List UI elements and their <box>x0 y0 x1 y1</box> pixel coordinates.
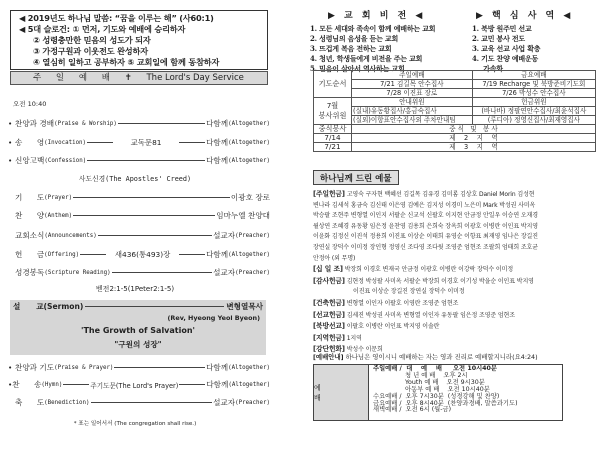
donor-line <box>313 189 597 201</box>
donor-line <box>313 298 597 310</box>
order-item-en: (Prayer) <box>44 194 73 201</box>
order-item-en: (Praise & Worship) <box>54 120 117 127</box>
donor-line <box>313 222 597 233</box>
core-ministry <box>472 8 597 74</box>
order-item <box>8 192 270 203</box>
scripture-reference: 벧전2:1-5(1Peter2:1-5) <box>95 285 175 293</box>
order-item-en: (Invocation) <box>44 139 87 146</box>
order-item <box>8 155 270 166</box>
leader-line <box>73 197 230 198</box>
leader-line <box>179 384 205 385</box>
order-item <box>8 267 270 278</box>
bullet-marker: • <box>8 138 13 147</box>
donor-line <box>313 201 597 212</box>
volunteers-label <box>314 98 352 125</box>
sermon-label: 설 교 <box>13 302 44 311</box>
worship-time-line: 아동부 예 배 오전 10시40분 <box>373 385 490 393</box>
bullet-marker: • <box>8 156 13 165</box>
sunday-prayer-2: 7/28 이진표 장로 <box>352 89 473 98</box>
worship-time-line: Youth 예 배 오전 9시30분 <box>373 378 485 386</box>
offering-2: (루디아) 정영신집사/최재영집사 <box>472 116 595 125</box>
order-item-detail: 교독문81 <box>130 138 162 147</box>
mission-item: 4. 기도 찬양 예배운동 <box>472 54 539 63</box>
donor-names: 1지역 <box>344 334 362 342</box>
order-item-en: (Scripture Reading) <box>44 269 111 276</box>
slogan-4-5: ④ 열심히 일하고 공부하자 ⑤ 교회일에 함께 동참하자 <box>33 57 220 67</box>
order-item-leader-en: (Preacher) <box>235 232 270 239</box>
vision-item: 3. 뜨겁게 복음 전하는 교회 <box>310 44 392 53</box>
order-item <box>8 379 270 390</box>
service-time: 오전 10:40 <box>13 100 47 108</box>
mission-title: ▶ 핵 심 사 역 ◀ <box>476 11 574 21</box>
order-item-name: 신앙고백 <box>15 156 45 165</box>
order-item-name: 헌 금 <box>15 250 45 259</box>
order-item-name: 찬양과 기도 <box>15 363 55 372</box>
leader-line <box>63 384 89 385</box>
donor-names: 이팔호 이병란 이인표 박지영 이솔란 <box>344 323 440 331</box>
donor-line <box>313 310 597 322</box>
order-item-leader: 설교자 <box>213 268 236 277</box>
offerings-title: 하나님께 드린 예물 <box>313 170 399 185</box>
order-item-leader-en: (Altogether) <box>228 139 270 146</box>
offering-category: [감사헌금] <box>313 276 345 285</box>
mission-item: 3. 교육 선교 사업 확충 <box>472 44 541 53</box>
meal-value: 제 2 지 역 <box>352 134 596 143</box>
order-item-name: 성경봉독 <box>15 268 45 277</box>
offering-category: [지역헌금] <box>313 333 345 342</box>
order-item-en: (Offering) <box>44 251 80 258</box>
donor-names: 변나라 김세석 홍금숙 김신태 이은영 김예은 김지성 이경미 노은미 Mark 박성권 사미옥 <box>313 201 536 209</box>
donor-line <box>313 232 597 243</box>
donor-names: 김세진 박성권 사미옥 변형열 이인자 유동팔 임은정 조영준 엄현조 <box>344 311 515 319</box>
order-item-en: (Announcements) <box>44 232 97 239</box>
guide-1: (실내)유동황집사/홍금숙집사 <box>352 107 473 116</box>
church-vision <box>310 8 470 74</box>
order-item-name: 송 영 <box>15 138 45 147</box>
year-motto: ◀ 2019년도 하나님 말씀: “꿈을 이루는 해” (사60:1) <box>19 13 214 23</box>
order-item-leader: 다함께 <box>206 156 229 165</box>
service-title-bar <box>10 71 268 85</box>
order-item-name: 교회소식 <box>15 231 45 240</box>
prayer-order-label: 기도순서 <box>314 71 352 98</box>
vision-item: 2. 성령님의 음성을 듣는 교회 <box>310 34 399 43</box>
worship-time-line: 새벽예배 / 오전 6시 (월-금) <box>373 406 452 414</box>
leader-line <box>114 367 205 368</box>
order-item-name: 찬 양 <box>15 211 45 220</box>
donor-line <box>313 264 597 276</box>
donor-line <box>313 243 597 254</box>
leader-line <box>91 402 213 403</box>
leader-line <box>73 215 215 216</box>
donor-line <box>313 276 597 288</box>
order-item-leader: 다함께 <box>206 138 229 147</box>
order-item-en: (Hymn) <box>41 381 63 388</box>
sermon-label-en: (Sermon) <box>43 302 84 311</box>
service-title-ko: 주 일 예 배 <box>33 73 116 83</box>
vision-item: 4. 청년, 학생들에게 비전을 주는 교회 <box>310 54 423 63</box>
donor-names: 박승팔 조현주 변형열 이인지 서팔순 신교석 신팔호 이지현 안금정 안일우 이승연 오재경 <box>313 212 538 220</box>
order-item-en: (Confession) <box>44 157 87 164</box>
offering-category: [주일헌금] <box>313 190 345 198</box>
friday-header: 금요예배 <box>472 71 595 80</box>
vision-item: 1. 모든 세대와 족속이 함께 예배하는 교회 <box>310 24 436 33</box>
order-item-name: 찬양과 경배 <box>15 119 55 128</box>
offering-category: [건축헌금] <box>313 298 345 307</box>
friday-prayer-1: 7/19 Recharge 및 북방준비기도회 <box>472 80 595 89</box>
order-item-detail: 새436(통493)장 <box>114 250 171 259</box>
donor-names: 고영숙 구자현 백혜선 김길목 김유경 김미롬 김상호 Daniel Morin 김성현 <box>344 191 535 198</box>
donor-line <box>313 321 597 333</box>
service-title-en: The Lord's Day Service <box>146 73 244 83</box>
donor-names: 장연실 장덕수 이미정 장인형 정영신 조다영 조다윗 조영준 엄현조 조팔희 엄태희 조호균 <box>313 243 538 251</box>
order-item-name: 찬 송 <box>12 380 42 389</box>
offering-header: 헌금위원 <box>472 98 595 107</box>
order-item-en: (Praise & Prayer) <box>54 364 114 371</box>
order-item-leader-en: (Preacher) <box>235 399 270 406</box>
leader-line <box>118 123 205 124</box>
month-label: 7월 <box>326 101 339 110</box>
leader-line <box>179 142 205 143</box>
order-item-leader: 다함께 <box>206 250 229 259</box>
order-item-leader: 다함께 <box>206 363 229 372</box>
sermon-title-en: 'The Growth of Salvation' <box>81 326 195 335</box>
donor-line <box>313 211 597 222</box>
donor-line <box>313 254 597 265</box>
order-item-leader-en: (Altogether) <box>228 120 270 127</box>
vision-item: 5. 믿음이 살아서 역사하는 교회 <box>310 64 405 73</box>
slogan-3: ③ 가정구원과 이웃전도 완성하자 <box>33 46 148 56</box>
order-item-leader-en: (Altogether) <box>228 251 270 258</box>
leader-line <box>87 142 113 143</box>
cross-icon: ✝ <box>124 73 132 83</box>
order-item-leader-en: (Altogether) <box>228 364 270 371</box>
donor-names: 안정아 (외 무명) <box>313 254 356 262</box>
meal-header: 중 식 및 봉 사 <box>352 125 596 134</box>
donor-names: 박성수 이문희 <box>344 346 383 354</box>
bullet-marker: • <box>8 363 13 372</box>
meal-date: 7/21 <box>314 143 352 152</box>
meal-date: 7/14 <box>314 134 352 143</box>
meal-value: 제 3 지 역 <box>352 143 596 152</box>
order-item-leader: 설교자 <box>213 398 236 407</box>
sunday-header: 주일예배 <box>352 71 473 80</box>
worship-time-line: 청 년 예 배 오후 2시 <box>373 371 468 379</box>
mission-item: 가속화 <box>472 64 503 73</box>
order-item-name: 기 도 <box>15 193 45 202</box>
offering-category: [십 일 조] <box>313 265 343 274</box>
offering-1: (바나바) 정팔연안수집사/최윤석집사 <box>472 107 595 116</box>
worship-time-line: 수요예배 / 오후 7시30분 (성경강해 및 찬양) <box>373 392 500 400</box>
friday-prayer-2: 7/26 박성수 안수집사 <box>472 89 595 98</box>
order-item <box>8 137 270 148</box>
donor-line <box>313 287 597 298</box>
donor-names: 변형열 이인자 이팔호 이영란 조영준 엄현조 <box>344 299 459 307</box>
prayer-service-table <box>313 70 596 152</box>
order-item <box>8 118 270 129</box>
donor-names: 김현정 박성팔 사미옥 서팔순 박장희 이경호 이기성 박을순 이인표 박지영 <box>344 277 534 285</box>
creed: 사도신경(The Apostles' Creed) <box>78 175 192 183</box>
meal-label: 중식봉사 <box>314 125 352 134</box>
worship-schedule <box>369 365 522 420</box>
preacher: 변형열목사 <box>226 302 263 311</box>
slogan-1: ◀ 5대 슬로건: ① 먼저, 기도와 예배에 승리하자 <box>19 24 186 34</box>
vision-title: ▶ 교 회 비 전 ◀ <box>328 11 426 21</box>
leader-line <box>98 235 212 236</box>
sunday-prayer-1: 7/21 김길목 안수집사 <box>352 80 473 89</box>
mission-item: 2. 교민 봉사 전도 <box>472 34 525 43</box>
order-item <box>8 210 270 221</box>
slogan-2: ② 성령충만한 믿음의 성도가 되자 <box>33 35 151 45</box>
donor-names: 이윤화 김정신 이진석 정용희 이진표 이상순 이태희 유영순 이항표 최재영 임나은 장길진 <box>313 233 538 241</box>
donor-names: 이진표 이상순 장길진 장연실 장덕수 이미정 <box>353 288 465 296</box>
preacher-en: (Rev, Hyeong Yeol Byeon) <box>167 314 260 322</box>
worship-schedule-box <box>313 364 563 421</box>
leader-line <box>80 254 106 255</box>
order-item-en: (Benediction) <box>44 399 90 406</box>
order-item-leader: 설교자 <box>213 231 236 240</box>
sermon-title-ko: "구원의 성장" <box>114 340 162 349</box>
order-item-leader: 다함께 <box>206 119 229 128</box>
motto-box <box>10 10 268 70</box>
donor-names: 윌상연 조혜경 유동황 임은정 윤찬영 김용희 은희숙 장옥희 이광호 이병란 이인표 박지영 <box>313 222 538 230</box>
order-item-leader-en: (Preacher) <box>235 269 270 276</box>
guide-header: 안내위원 <box>352 98 473 107</box>
offering-category: [강단헌화] <box>313 345 345 354</box>
order-item <box>8 362 270 373</box>
bullet-marker: • <box>8 380 13 389</box>
worship-time-line: 금요예배 / 오후 8시40분 (찬양과경배, 말씀과기도) <box>373 399 518 407</box>
donor-names: 박장희 이경호 변재국 안금정 이광호 이병란 이강락 장덕수 이미정 <box>342 266 514 274</box>
order-item <box>8 397 270 408</box>
mission-item: 1. 북방 원주민 선교 <box>472 24 532 33</box>
order-item-leader: 임마누엘 찬양대 <box>216 211 270 220</box>
offering-category: [선교헌금] <box>313 310 345 319</box>
worship-intro-tag: [예배안내] <box>313 353 344 361</box>
offering-category: [북방선교] <box>313 322 345 331</box>
leader-line <box>87 160 205 161</box>
sermon-box <box>10 300 266 355</box>
standing-note: * 표는 일어서서 (The congregation shall rise.) <box>73 421 197 427</box>
order-item-leader-en: (Altogether) <box>228 157 270 164</box>
order-item-name: 축 도 <box>15 398 45 407</box>
leader-line <box>85 306 224 307</box>
leader-line <box>179 254 205 255</box>
order-item-leader-en: (Altogether) <box>228 381 271 388</box>
order-item <box>8 230 270 241</box>
leader-line <box>112 272 212 273</box>
order-item-leader: 다함께 <box>206 380 229 389</box>
worship-time-line: 주일예배 / 대 예 배 오전 10시40분 <box>373 365 498 372</box>
order-item-detail: 주기도문(The Lord's Prayer) <box>90 381 179 390</box>
worship-intro-text: 하나님은 영이시니 예배하는 자는 영과 진리로 예배할지니라(요4:24) <box>343 353 538 361</box>
worship-label: 예 배 <box>314 365 369 420</box>
donor-line <box>313 333 597 345</box>
bullet-marker: • <box>8 119 13 128</box>
donor-list <box>313 189 597 356</box>
worship-intro <box>313 352 538 361</box>
guide-2: (실외)이항표안수집사외 주차안내팀 <box>352 116 473 125</box>
volunteers-label-text: 봉사위원 <box>318 111 347 120</box>
order-item-leader: 이광호 장로 <box>230 193 270 202</box>
order-item-en: (Anthem) <box>44 212 73 219</box>
order-item <box>8 249 270 260</box>
